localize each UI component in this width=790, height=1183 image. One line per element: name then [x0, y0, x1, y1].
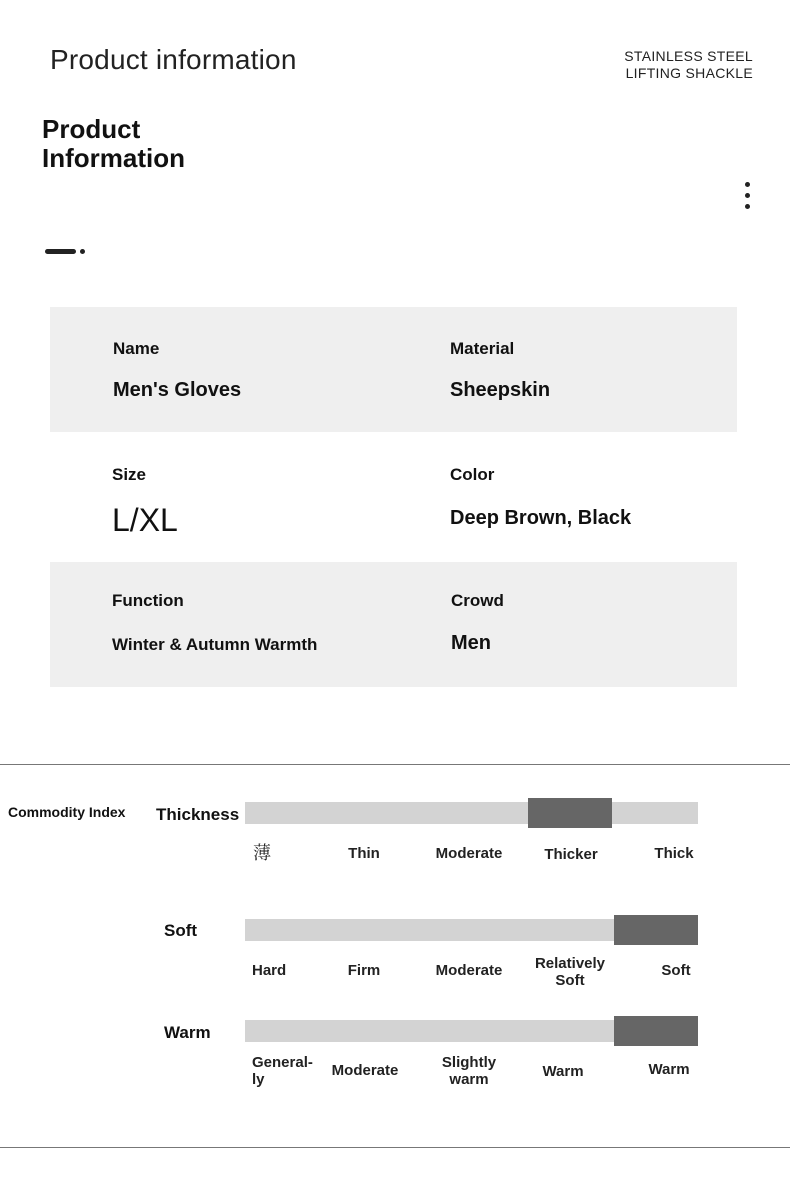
- thickness-scale: [245, 845, 705, 885]
- size-label: Size: [112, 465, 147, 484]
- top-divider: [0, 764, 790, 765]
- soft-tick-5: Soft: [661, 962, 691, 979]
- thickness-track: [245, 802, 698, 824]
- bottom-divider: [0, 1147, 790, 1148]
- color-value: Deep Brown, Black: [450, 507, 632, 529]
- soft-tick-1: Hard: [252, 962, 287, 979]
- thickness-tick-4: Thicker: [544, 846, 598, 863]
- soft-label: Soft: [164, 921, 198, 940]
- dash-decoration-icon: [45, 249, 87, 255]
- thickness-tick-2: Thin: [348, 845, 380, 862]
- warm-tick-1: General-ly: [252, 1054, 313, 1088]
- warm-tick-5: Warm: [648, 1061, 690, 1078]
- info-row-function-crowd: [50, 562, 737, 687]
- thickness-tick-5: Thick: [654, 845, 694, 862]
- size-value: L/XL: [112, 502, 178, 538]
- section-title-line-2: Information: [42, 143, 185, 173]
- thickness-label: Thickness: [156, 805, 240, 824]
- commodity-index-label: Commodity Index: [8, 804, 126, 820]
- soft-tick-2: Firm: [347, 962, 381, 979]
- warm-scale: [245, 1054, 705, 1094]
- brand-line-1: STAINLESS STEEL: [624, 48, 753, 64]
- soft-tick-3: Moderate: [435, 962, 503, 979]
- warm-tick-4: Warm: [542, 1063, 584, 1080]
- soft-tick-4: Relatively Soft: [534, 955, 606, 989]
- brand-label: [600, 48, 753, 82]
- warm-tick-2: Moderate: [331, 1062, 399, 1079]
- material-value: Sheepskin: [450, 379, 551, 401]
- info-row-size-color: [50, 432, 737, 562]
- section-title: [42, 115, 185, 173]
- crowd-label: Crowd: [451, 591, 504, 610]
- name-value: Men's Gloves: [113, 379, 242, 401]
- thickness-tick-3: Moderate: [435, 845, 503, 862]
- warm-marker: [614, 1016, 698, 1046]
- thickness-tick-1: 薄: [253, 843, 271, 863]
- thickness-marker: [528, 798, 612, 828]
- brand-line-2: LIFTING SHACKLE: [625, 65, 753, 81]
- material-label: Material: [450, 339, 515, 358]
- soft-scale: [245, 955, 705, 995]
- crowd-value: Men: [451, 632, 491, 654]
- name-label: Name: [113, 339, 160, 358]
- page-title: Product information: [50, 44, 297, 75]
- function-label: Function: [112, 591, 184, 610]
- section-title-line-1: Product: [42, 114, 141, 144]
- info-row-name-material: [50, 307, 737, 432]
- function-value: Winter & Autumn Warmth: [112, 635, 318, 654]
- warm-label: Warm: [164, 1023, 211, 1042]
- warm-tick-3: Slightly warm: [441, 1054, 497, 1088]
- soft-marker: [614, 915, 698, 945]
- color-label: Color: [450, 465, 495, 484]
- more-vertical-icon[interactable]: [740, 180, 756, 212]
